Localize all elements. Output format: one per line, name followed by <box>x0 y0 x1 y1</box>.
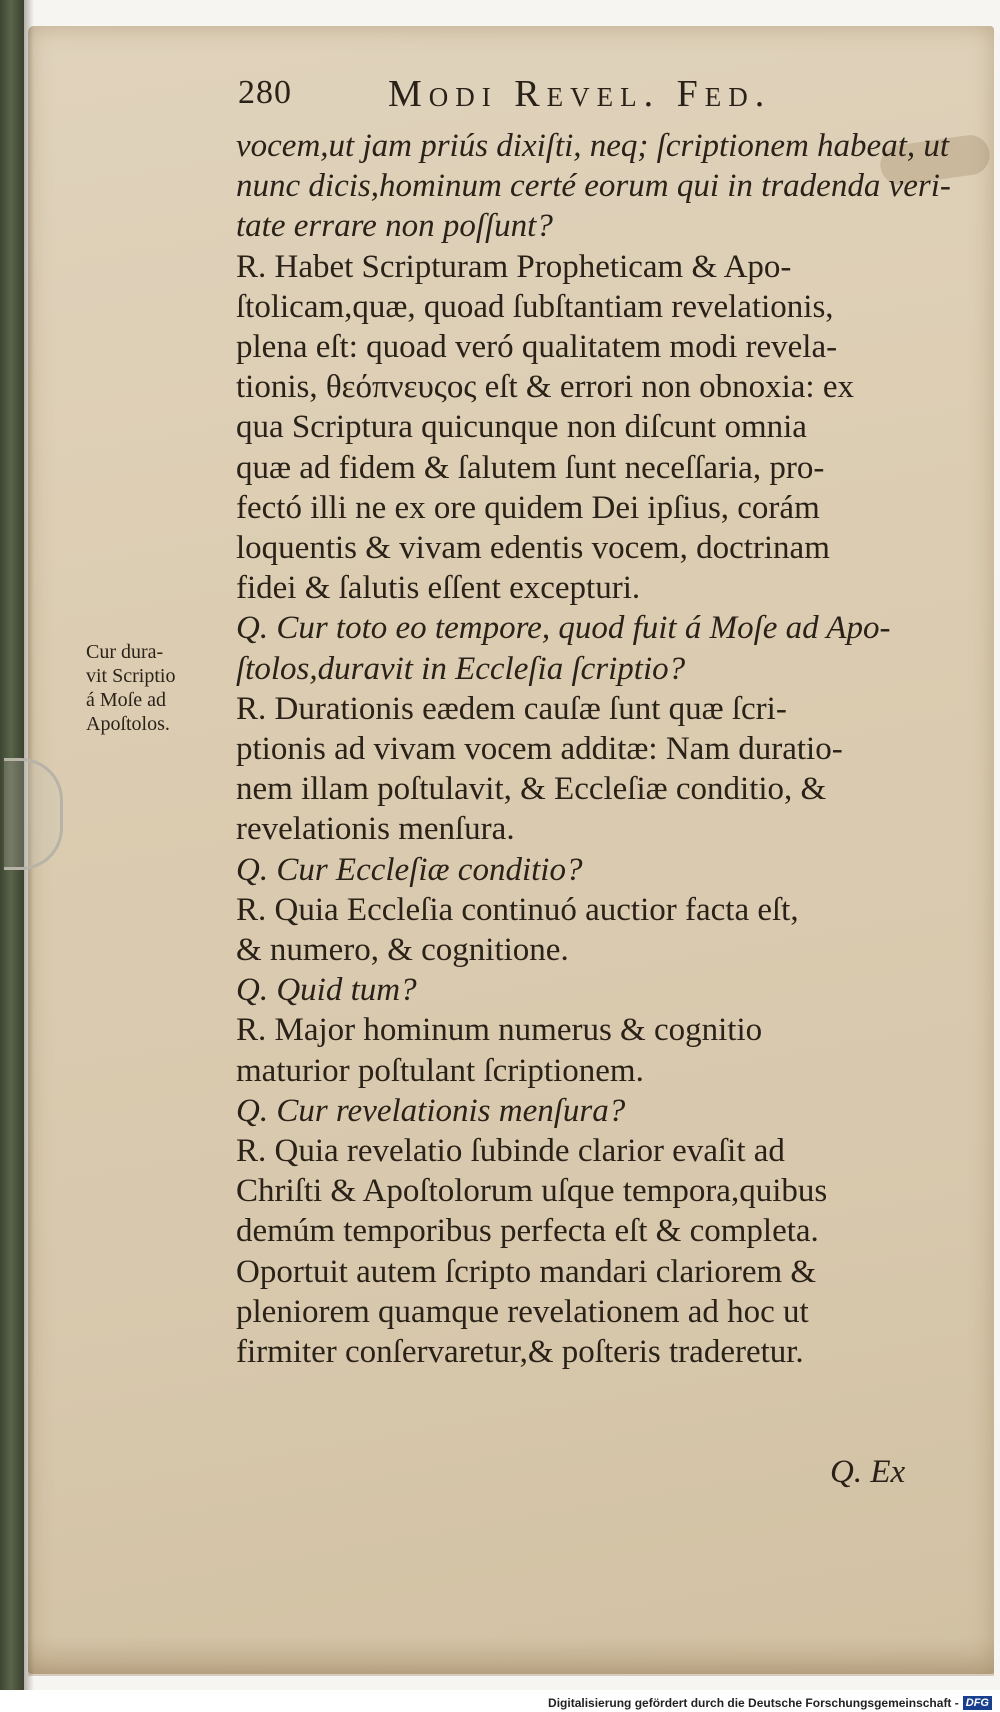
text-line: firmiter conſervaretur,& poſteris traderetur. <box>236 1334 804 1370</box>
text-line: tionis, θεόπνευςος eſt & errori non obnoxia: ex <box>236 369 854 406</box>
running-title: Modi Revel. Fed. <box>388 73 772 115</box>
text-line: R. Quia Eccleſia continuó auctior facta eſt, <box>236 891 799 928</box>
text-line: pleniorem quamque revelationem ad hoc ut <box>236 1293 809 1330</box>
footer-text: Digitalisierung gefördert durch die Deutsche Forschungsgemeinschaft - <box>548 1696 959 1710</box>
text-line: Oportuit autem ſcripto mandari clariorem & <box>236 1253 817 1290</box>
dfg-logo-icon: DFG <box>963 1696 992 1710</box>
text-line: R. Durationis eædem cauſæ ſunt quæ ſcri- <box>236 690 787 727</box>
text-line: fectó illi ne ex ore quidem Dei ipſius, corám <box>236 489 820 526</box>
text-line: Q. Cur revelationis menſura? <box>236 1092 626 1129</box>
text-line: ptionis ad vivam vocem additæ: Nam duratio- <box>236 731 843 767</box>
margin-note <box>86 640 175 736</box>
text-line: & numero, & cognitione. <box>236 932 569 968</box>
text-line: qua Scriptura quicunque non diſcunt omnia <box>236 409 807 446</box>
text-line: Q. Cur Eccleſiæ conditio? <box>236 851 583 888</box>
text-line: nem illam poſtulavit, & Eccleſiæ conditio, & <box>236 771 827 808</box>
text-line: Q. Cur toto eo tempore, quod fuit á Moſe ad Apo- <box>236 610 891 647</box>
text-line: Chriſti & Apoſtolorum uſque tempora,quibus <box>236 1173 828 1210</box>
text-line: quæ ad fidem & ſalutem ſunt neceſſaria, pro- <box>236 449 825 486</box>
text-line: demúm temporibus perfecta eſt & completa. <box>236 1213 819 1250</box>
text-line: R. Habet Scripturam Propheticam & Apo- <box>236 248 792 285</box>
margin-note-line: Apoſtolos. <box>86 713 170 735</box>
digitization-footer <box>548 1696 992 1710</box>
text-line: fidei & ſalutis eſſent excepturi. <box>236 570 641 607</box>
text-line: R. Major hominum numerus & cognitio <box>236 1012 763 1049</box>
margin-note-line: Cur dura- <box>86 641 164 663</box>
page-clip <box>4 758 63 870</box>
margin-note-line: á Moſe ad <box>86 689 166 711</box>
text-line: nunc dicis,hominum certé eorum qui in tradenda veri- <box>236 168 951 205</box>
margin-note-line: vit Scriptio <box>86 665 176 687</box>
text-line: ſtolos,duravit in Eccleſia ſcriptio? <box>236 650 686 687</box>
page-bottom-shade <box>28 1636 994 1676</box>
page-number: 280 <box>238 74 292 111</box>
catchword: Q. Ex <box>830 1454 906 1490</box>
text-line: tate errare non poſſunt? <box>236 208 553 245</box>
text-line: plena eſt: quoad veró qualitatem modi revela- <box>236 329 838 365</box>
text-line: R. Quia revelatio ſubinde clarior evaſit ad <box>236 1133 785 1169</box>
text-line: maturior poſtulant ſcriptionem. <box>236 1052 644 1089</box>
text-line: Q. Quid tum? <box>236 972 417 1009</box>
text-line: ſtolicam,quæ, quoad ſubſtantiam revelationis, <box>236 288 834 325</box>
text-line: loquentis & vivam edentis vocem, doctrinam <box>236 530 830 566</box>
text-line: revelationis menſura. <box>236 811 515 848</box>
text-line: vocem,ut jam priús dixiſti, neq; ſcriptionem habeat, ut <box>236 128 950 164</box>
